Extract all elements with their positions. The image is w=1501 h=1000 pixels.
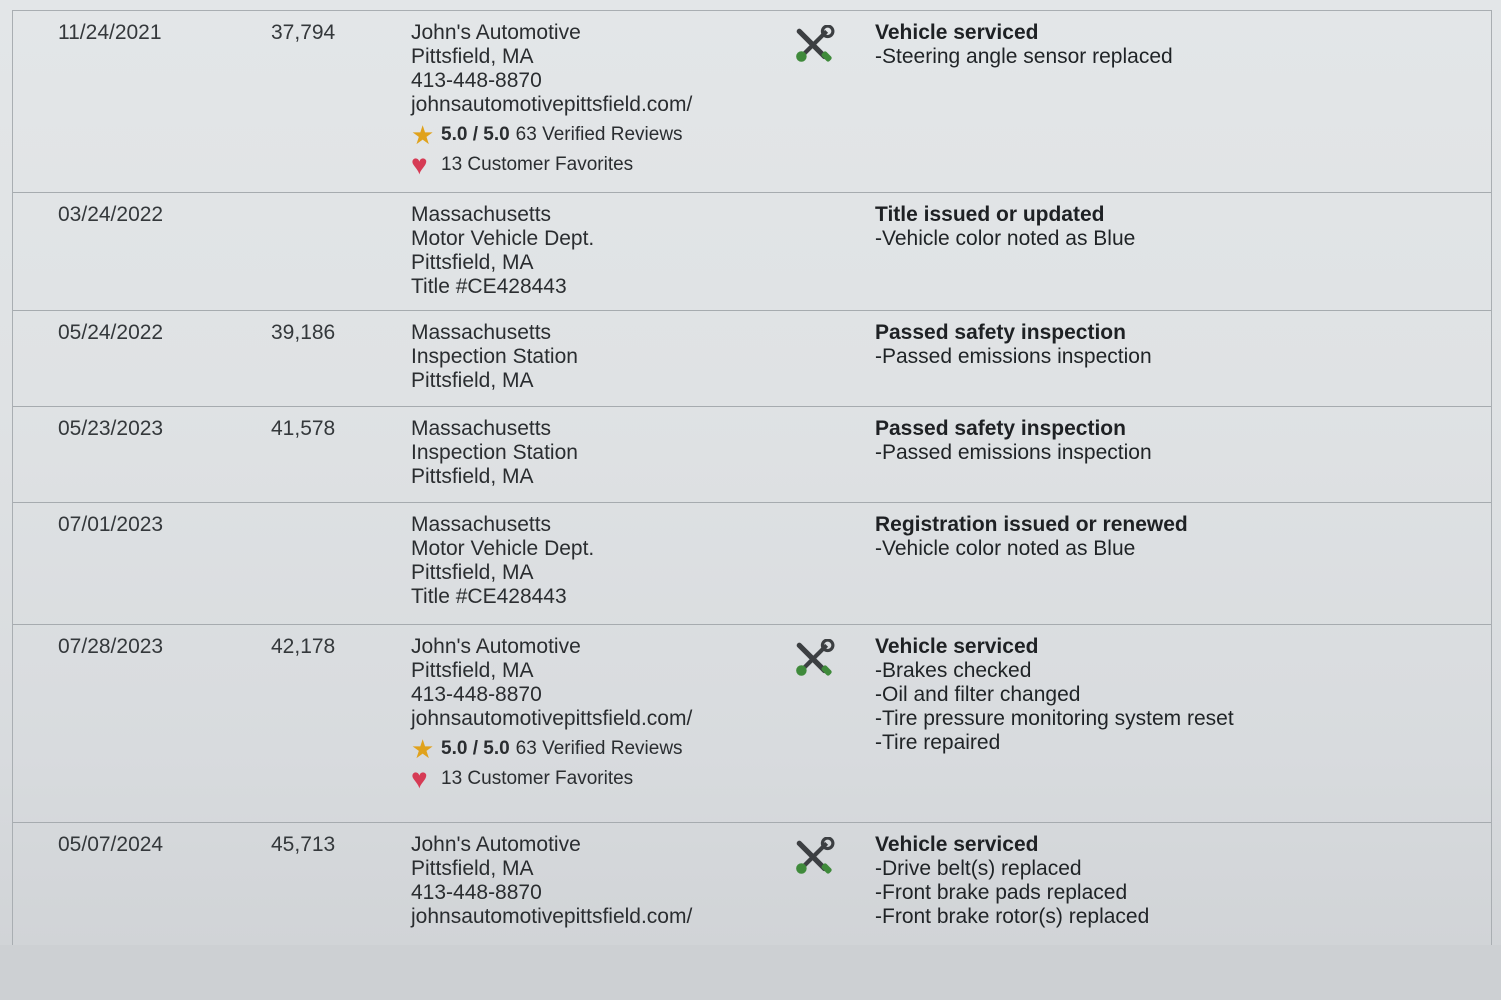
table-row — [13, 311, 1491, 407]
star-icon: ★ — [411, 120, 435, 150]
source-station: Inspection Station — [411, 441, 578, 464]
favorites-line — [411, 763, 692, 794]
odometer-reading: 42,178 — [271, 635, 336, 658]
source-location: Pittsfield, MA — [411, 659, 534, 682]
table-row — [13, 193, 1491, 311]
source-location: Pittsfield, MA — [411, 465, 534, 488]
event-item: -Vehicle color noted as Blue — [875, 227, 1136, 250]
source-name: Massachusetts — [411, 513, 552, 536]
record-date: 11/24/2021 — [58, 21, 162, 44]
source-phone[interactable]: 413-448-8870 — [411, 69, 542, 92]
event-title: Vehicle serviced — [875, 635, 1039, 658]
event-item: -Tire pressure monitoring system reset — [875, 707, 1234, 730]
event-item: -Drive belt(s) replaced — [875, 857, 1082, 880]
event-title: Title issued or updated — [875, 203, 1105, 226]
record-date: 03/24/2022 — [58, 203, 164, 226]
event-item: -Passed emissions inspection — [875, 345, 1152, 368]
event-title: Passed safety inspection — [875, 321, 1126, 344]
source-website-link[interactable]: johnsautomotivepittsfield.com/ — [411, 707, 693, 730]
table-row — [13, 503, 1491, 625]
event-details — [875, 417, 1152, 465]
record-date: 05/07/2024 — [58, 833, 164, 856]
source-name: Massachusetts — [411, 203, 552, 226]
source-info — [411, 203, 594, 299]
wrench-screwdriver-icon — [793, 639, 835, 681]
rating-value: 5.0 / 5.0 — [441, 738, 510, 759]
source-website-link[interactable]: johnsautomotivepittsfield.com/ — [411, 93, 693, 116]
rating-value: 5.0 / 5.0 — [441, 124, 510, 145]
event-item: -Brakes checked — [875, 659, 1032, 682]
source-location: Pittsfield, MA — [411, 369, 534, 392]
event-title: Vehicle serviced — [875, 21, 1039, 44]
source-location: Pittsfield, MA — [411, 561, 534, 584]
verified-reviews-link[interactable]: 63 Verified Reviews — [515, 124, 683, 145]
source-name: Massachusetts — [411, 321, 552, 344]
source-dept: Motor Vehicle Dept. — [411, 227, 595, 250]
table-row — [13, 823, 1491, 951]
event-title: Registration issued or renewed — [875, 513, 1188, 536]
event-details — [875, 203, 1135, 251]
record-date: 07/28/2023 — [58, 635, 164, 658]
event-item: -Steering angle sensor replaced — [875, 45, 1173, 68]
source-name: Massachusetts — [411, 417, 552, 440]
heart-icon: ♥ — [411, 763, 428, 794]
source-info — [411, 321, 578, 393]
event-details — [875, 833, 1149, 929]
source-website-link[interactable]: johnsautomotivepittsfield.com/ — [411, 905, 693, 928]
record-date: 05/23/2023 — [58, 417, 164, 440]
odometer-reading: 45,713 — [271, 833, 336, 856]
customer-favorites: 13 Customer Favorites — [441, 154, 634, 175]
source-dept: Motor Vehicle Dept. — [411, 537, 595, 560]
odometer-reading: 39,186 — [271, 321, 336, 344]
source-name: John's Automotive — [411, 833, 581, 856]
title-number: Title #CE428443 — [411, 275, 567, 298]
event-item: -Tire repaired — [875, 731, 1001, 754]
rating-line — [411, 120, 692, 150]
favorites-line — [411, 149, 692, 180]
source-name: John's Automotive — [411, 635, 581, 658]
star-icon: ★ — [411, 734, 435, 764]
event-item: -Oil and filter changed — [875, 683, 1081, 706]
event-item: -Vehicle color noted as Blue — [875, 537, 1136, 560]
source-station: Inspection Station — [411, 345, 578, 368]
source-name: John's Automotive — [411, 21, 581, 44]
event-item: -Front brake pads replaced — [875, 881, 1128, 904]
record-date: 07/01/2023 — [58, 513, 164, 536]
rating-line — [411, 734, 692, 764]
event-item: -Front brake rotor(s) replaced — [875, 905, 1150, 928]
source-location: Pittsfield, MA — [411, 251, 534, 274]
event-details — [875, 21, 1173, 69]
page-bottom-margin — [0, 945, 1501, 1000]
wrench-screwdriver-icon — [793, 837, 835, 879]
event-title: Vehicle serviced — [875, 833, 1039, 856]
title-number: Title #CE428443 — [411, 585, 567, 608]
source-info — [411, 21, 693, 180]
event-title: Passed safety inspection — [875, 417, 1126, 440]
history-table — [12, 10, 1492, 951]
source-info — [411, 513, 594, 609]
source-location: Pittsfield, MA — [411, 45, 534, 68]
source-phone[interactable]: 413-448-8870 — [411, 683, 542, 706]
odometer-reading: 37,794 — [271, 21, 336, 44]
source-info — [411, 417, 578, 489]
source-location: Pittsfield, MA — [411, 857, 534, 880]
customer-favorites: 13 Customer Favorites — [441, 768, 634, 789]
heart-icon: ♥ — [411, 149, 428, 180]
source-info — [411, 833, 692, 929]
verified-reviews-link[interactable]: 63 Verified Reviews — [515, 738, 683, 759]
event-details — [875, 513, 1188, 561]
event-item: -Passed emissions inspection — [875, 441, 1152, 464]
table-row — [13, 625, 1491, 823]
event-details — [875, 635, 1234, 755]
table-row — [13, 11, 1491, 193]
odometer-reading: 41,578 — [271, 417, 336, 440]
source-phone[interactable]: 413-448-8870 — [411, 881, 542, 904]
wrench-screwdriver-icon — [793, 25, 835, 67]
table-row — [13, 407, 1491, 503]
record-date: 05/24/2022 — [58, 321, 164, 344]
event-details — [875, 321, 1152, 369]
source-info — [411, 635, 693, 794]
